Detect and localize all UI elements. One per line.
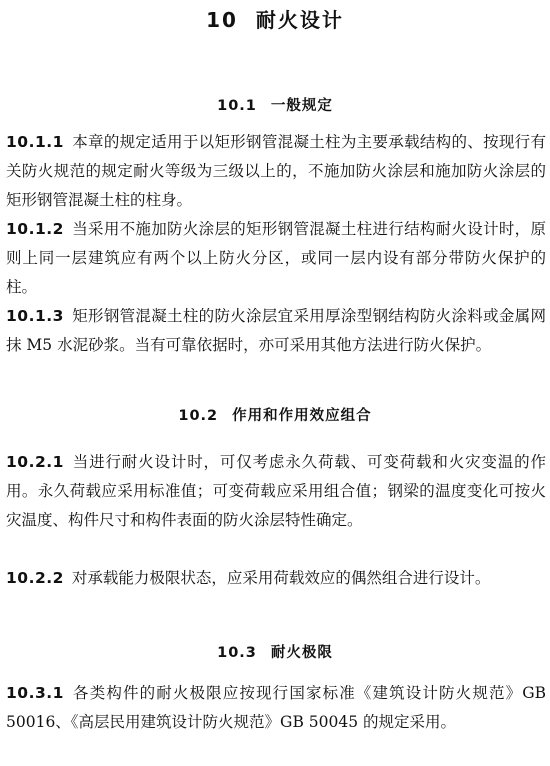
clause-10-2-1: [6, 448, 546, 535]
clause-10-1-2: [6, 215, 546, 302]
clause-10-1-1: [6, 128, 546, 215]
section-title: 作用和作用效应组合: [232, 408, 372, 424]
chapter-title: [0, 4, 550, 33]
clause-number: 10.3.1: [6, 684, 64, 702]
section-heading-10-3: [0, 641, 550, 662]
section-number: 10.1: [217, 98, 257, 114]
clause-text: 矩形钢管混凝土柱的防火涂层宜采用厚涂型钢结构防火涂料或金属网抹 M5 水泥砂浆。当有可靠依据时，亦可采用其他方法进行防火保护。: [6, 307, 546, 354]
section-title: 一般规定: [270, 98, 333, 114]
clause-10-1-3: [6, 302, 546, 360]
clause-text: 当进行耐火设计时，可仅考虑永久荷载、可变荷载和火灾变温的作用。永久荷载应采用标准值；可变荷载应采用组合值；钢梁的温度变化可按火灾温度、构件尺寸和构件表面的防火涂层特性确定。: [6, 453, 546, 529]
section-number: 10.2: [178, 408, 219, 424]
chapter-title-text: 耐火设计: [255, 8, 344, 32]
section-heading-10-1: [0, 94, 550, 115]
section-number: 10.3: [217, 645, 257, 661]
section-heading-10-2: [0, 404, 550, 425]
chapter-number: 10: [206, 8, 238, 32]
clause-number: 10.1.1: [6, 133, 64, 151]
clause-text: 当采用不施加防火涂层的矩形钢管混凝土柱进行结构耐火设计时，原则上同一层建筑应有两个以上防火分区，或同一层内设有部分带防火保护的柱。: [6, 220, 546, 296]
clause-number: 10.2.1: [6, 453, 64, 471]
clause-text: 对承载能力极限状态，应采用荷载效应的偶然组合进行设计。: [71, 569, 491, 587]
clause-number: 10.1.3: [6, 307, 64, 325]
clause-10-2-2: [6, 564, 546, 593]
clause-number: 10.2.2: [6, 569, 64, 587]
clause-text: 本章的规定适用于以矩形钢管混凝土柱为主要承载结构的、按现行有关防火规范的规定耐火等级为三级以上的，不施加防火涂层和施加防火涂层的矩形钢管混凝土柱的柱身。: [6, 133, 546, 209]
section-title: 耐火极限: [270, 645, 333, 661]
clause-number: 10.1.2: [6, 220, 64, 238]
clause-text: 各类构件的耐火极限应按现行国家标准《建筑设计防火规范》GB 50016、《高层民用建筑设计防火规范》GB 50045 的规定采用。: [6, 684, 546, 731]
clause-10-3-1: [6, 679, 546, 737]
